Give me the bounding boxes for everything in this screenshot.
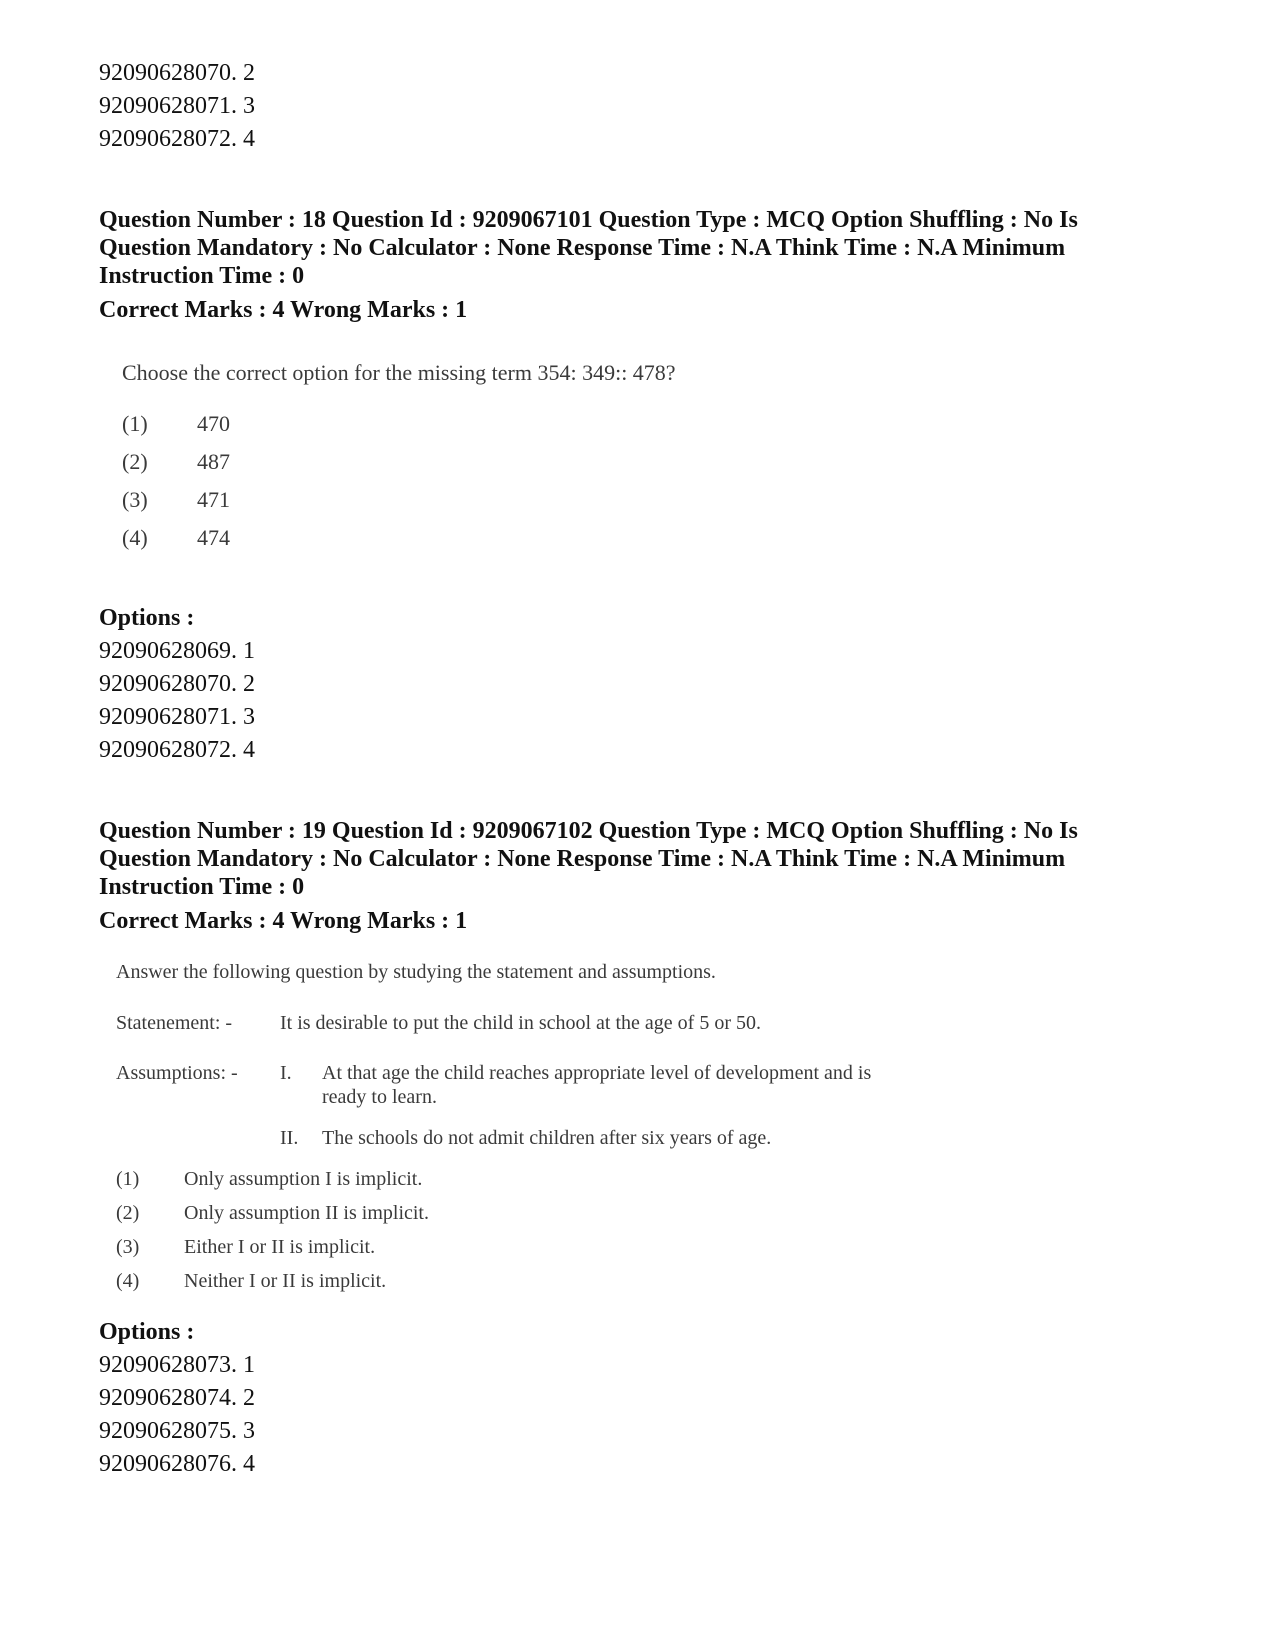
q18-options	[99, 602, 1189, 767]
assumptions-label: Assumptions: -	[116, 1062, 238, 1084]
assumption-line: The schools do not admit children after six years of age.	[322, 1127, 772, 1149]
q18-choice	[122, 405, 1022, 443]
option-line: 92090628074. 2	[99, 1385, 255, 1411]
option-line: 92090628070. 2	[99, 60, 255, 86]
q18-header	[99, 206, 1189, 327]
option-line: 92090628076. 4	[99, 1451, 255, 1477]
option-line: 92090628071. 3	[99, 704, 255, 730]
q19-header	[99, 817, 1189, 938]
q19-choices	[116, 1162, 1116, 1298]
q19-options-label: Options :	[99, 1319, 195, 1345]
choice-text: Only assumption II is implicit.	[184, 1201, 429, 1224]
assumption-line: At that age the child reaches appropriate level of development and is	[322, 1062, 872, 1084]
q19-header-line-2: Question Mandatory : No Calculator : None Response Time : N.A Think Time : N.A Minimum	[99, 846, 1066, 872]
choice-text: 487	[197, 449, 230, 474]
q19-assumption-1	[116, 1061, 1116, 1109]
q19-statement	[116, 1011, 1116, 1035]
q18-choice	[122, 519, 1022, 557]
choice-number: (4)	[122, 525, 148, 550]
q19-choice	[116, 1264, 1116, 1298]
q18-choices	[122, 405, 1022, 557]
assumption-number: II.	[280, 1127, 299, 1149]
q19-assumption-2	[116, 1126, 1116, 1150]
q19-header-line-3: Instruction Time : 0	[99, 874, 305, 900]
choice-text: Either I or II is implicit.	[184, 1235, 376, 1258]
q18-marks: Correct Marks : 4 Wrong Marks : 1	[99, 297, 468, 323]
choice-text: Neither I or II is implicit.	[184, 1269, 387, 1292]
option-line: 92090628075. 3	[99, 1418, 255, 1444]
q18-header-line-3: Instruction Time : 0	[99, 263, 305, 289]
q19-choice	[116, 1162, 1116, 1196]
option-line: 92090628069. 1	[99, 638, 255, 664]
q19-options	[99, 1316, 1189, 1481]
assumption-text	[322, 1061, 871, 1109]
q19-choice	[116, 1230, 1116, 1264]
choice-number: (4)	[116, 1269, 140, 1292]
q18-choice	[122, 443, 1022, 481]
top-options-list	[99, 57, 1189, 156]
choice-text: 471	[197, 487, 230, 512]
assumption-number: I.	[280, 1062, 292, 1084]
option-line: 92090628072. 4	[99, 737, 255, 763]
choice-number: (1)	[122, 411, 148, 436]
statement-label: Statenement: -	[116, 1012, 233, 1034]
assumption-line: ready to learn.	[322, 1086, 437, 1108]
option-line: 92090628070. 2	[99, 671, 255, 697]
q18-options-label: Options :	[99, 605, 195, 631]
choice-number: (2)	[122, 449, 148, 474]
q18-question-text: Choose the correct option for the missing term 354: 349:: 478?	[122, 360, 676, 385]
option-line: 92090628072. 4	[99, 126, 255, 152]
q18-header-line-1: Question Number : 18 Question Id : 9209067101 Question Type : MCQ Option Shuffling : No Is	[99, 207, 1078, 233]
q19-marks: Correct Marks : 4 Wrong Marks : 1	[99, 908, 468, 934]
choice-number: (3)	[122, 487, 148, 512]
q18-question-image	[122, 358, 1022, 557]
choice-number: (2)	[116, 1201, 140, 1224]
q18-choice	[122, 481, 1022, 519]
option-line: 92090628073. 1	[99, 1352, 255, 1378]
choice-text: 470	[197, 411, 230, 436]
q18-header-line-2: Question Mandatory : No Calculator : None Response Time : N.A Think Time : N.A Minimum	[99, 235, 1066, 261]
choice-number: (1)	[116, 1167, 140, 1190]
option-line: 92090628071. 3	[99, 93, 255, 119]
q19-choice	[116, 1196, 1116, 1230]
q19-header-line-1: Question Number : 19 Question Id : 9209067102 Question Type : MCQ Option Shuffling : No Is	[99, 818, 1078, 844]
choice-text: Only assumption I is implicit.	[184, 1167, 423, 1190]
q19-intro: Answer the following question by studying the statement and assumptions.	[116, 961, 716, 983]
choice-text: 474	[197, 525, 230, 550]
q19-question-image	[116, 960, 1116, 1298]
statement-text: It is desirable to put the child in school at the age of 5 or 50.	[280, 1012, 761, 1034]
choice-number: (3)	[116, 1235, 140, 1258]
